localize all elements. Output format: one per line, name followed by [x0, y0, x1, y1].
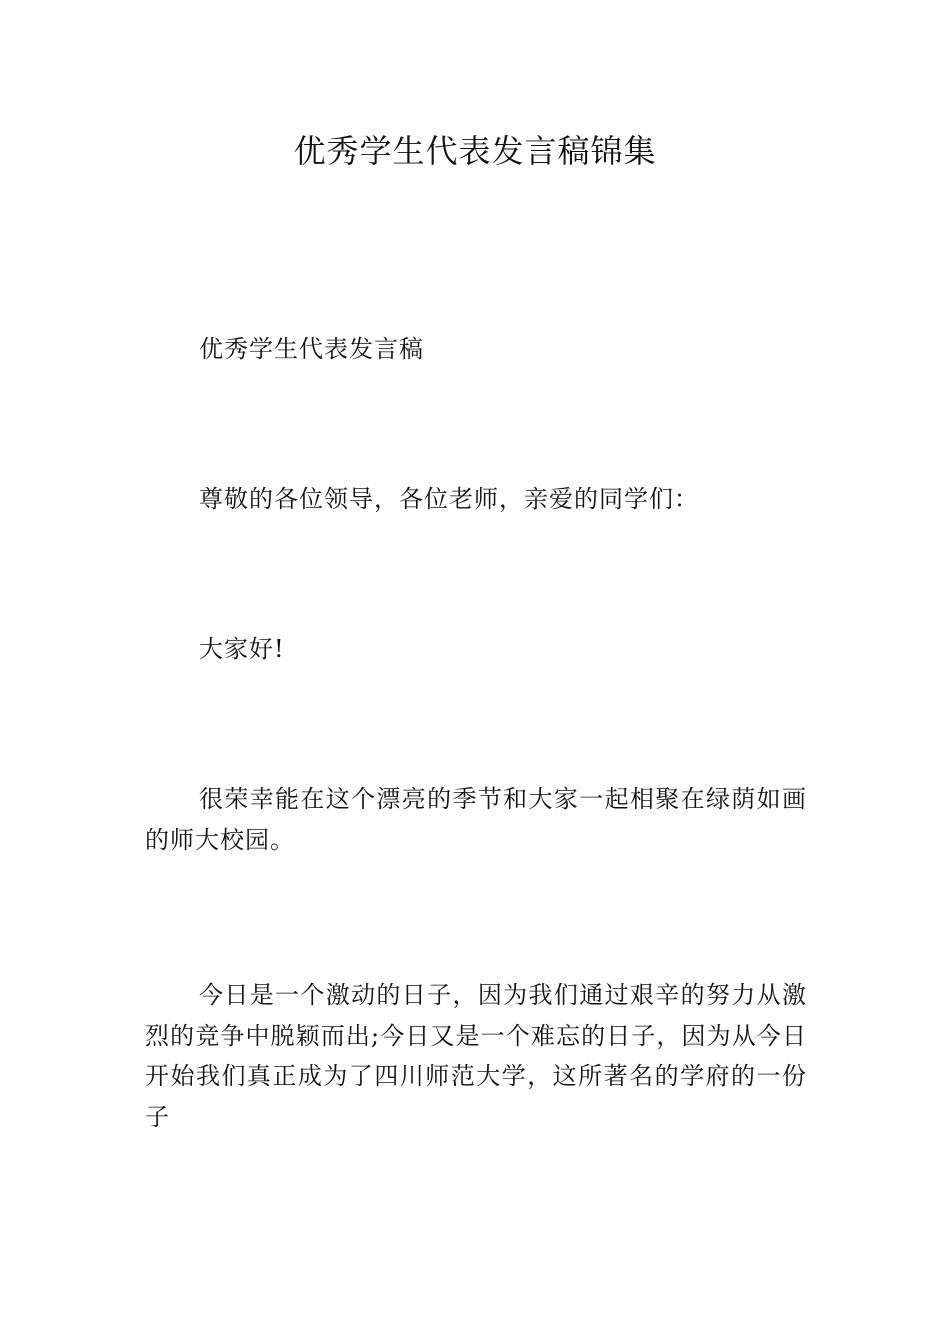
speech-heading: 优秀学生代表发言稿 — [199, 335, 424, 363]
body-paragraph: 今日是一个激动的日子，因为我们通过艰辛的努力从激烈的竞争中脱颖而出;今日又是一个难忘的日子，因为从今日开始我们真正成为了四川师范大学，这所著名的学府的一份子 — [145, 981, 807, 1131]
greeting: 大家好! — [199, 635, 285, 663]
document-title: 优秀学生代表发言稿锦集 — [293, 132, 657, 170]
body-paragraph: 很荣幸能在这个漂亮的季节和大家一起相聚在绿荫如画的师大校园。 — [145, 785, 807, 854]
salutation: 尊敬的各位领导，各位老师，亲爱的同学们： — [199, 485, 699, 513]
